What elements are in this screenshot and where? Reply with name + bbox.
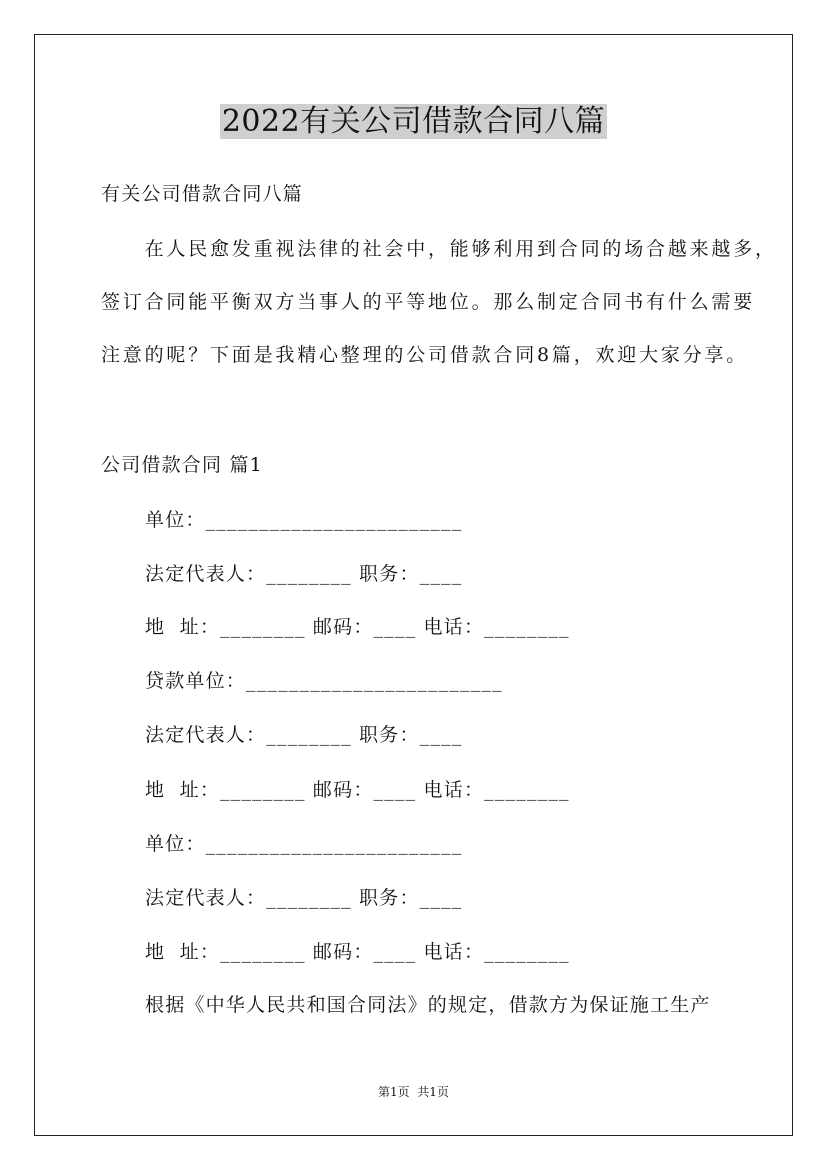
form-line-8: 法定代表人：________ 职务：____	[145, 887, 463, 909]
form-line-5: 法定代表人：________ 职务：____	[145, 724, 463, 746]
form-line-3: 地 址：________ 邮码：____ 电话：________	[145, 616, 570, 638]
form-line-9: 地 址：________ 邮码：____ 电话：________	[145, 941, 570, 963]
document-subtitle: 有关公司借款合同八篇	[101, 183, 304, 205]
page-footer: 第1页 共1页	[378, 1085, 449, 1099]
document-title	[0, 101, 827, 143]
document-title-text: 2022有关公司借款合同八篇	[221, 104, 606, 139]
intro-line-3: 注意的呢？下面是我精心整理的公司借款合同8篇，欢迎大家分享。	[101, 344, 749, 366]
form-line-6: 地 址：________ 邮码：____ 电话：________	[145, 779, 570, 801]
form-line-1: 单位：________________________	[145, 509, 463, 531]
section-heading: 公司借款合同 篇1	[101, 454, 263, 476]
form-line-4: 贷款单位：________________________	[145, 670, 503, 692]
form-line-10: 根据《中华人民共和国合同法》的规定，借款方为保证施工生产	[145, 994, 711, 1016]
intro-line-1: 在人民愈发重视法律的社会中，能够利用到合同的场合越来越多，	[101, 238, 777, 260]
form-line-7: 单位：________________________	[145, 833, 463, 855]
intro-line-2: 签订合同能平衡双方当事人的平等地位。那么制定合同书有什么需要	[101, 291, 756, 313]
form-line-2: 法定代表人：________ 职务：____	[145, 563, 463, 585]
